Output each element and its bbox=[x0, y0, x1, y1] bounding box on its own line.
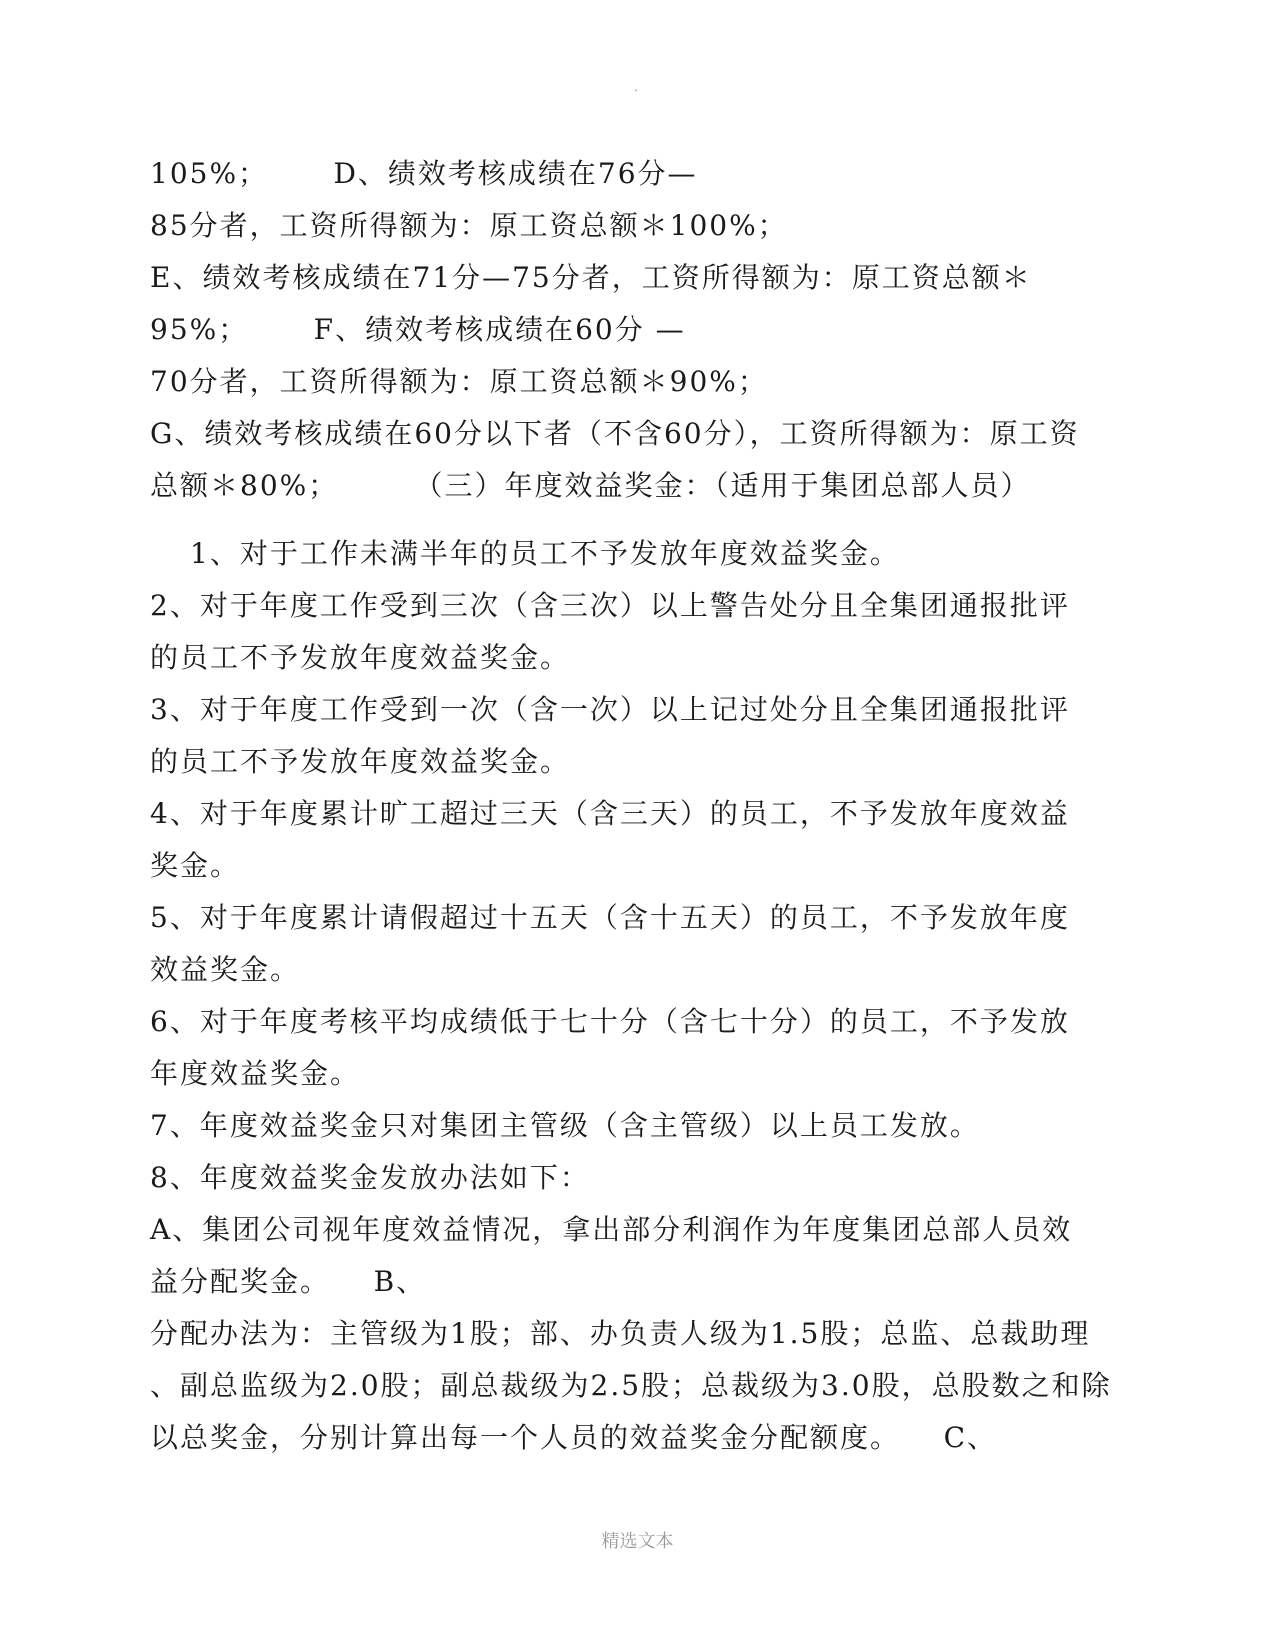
text-line: 年度效益奖金。 bbox=[150, 1057, 361, 1090]
document-body bbox=[150, 148, 1110, 1464]
text-line: 4、对于年度累计旷工超过三天（含三天）的员工，不予发放年度效益 bbox=[150, 797, 1070, 830]
text-line: 5、对于年度累计请假超过十五天（含十五天）的员工，不予发放年度 bbox=[150, 901, 1070, 934]
text-line: 70分者，工资所得额为：原工资总额＊90%； bbox=[150, 365, 768, 398]
text-line: 益分配奖金。 B、 bbox=[150, 1265, 427, 1298]
text-line: 8、年度效益奖金发放办法如下： bbox=[150, 1161, 590, 1194]
text-line: 、副总监级为2.0股；副总裁级为2.5股；总裁级为3.0股，总股数之和除 bbox=[150, 1369, 1112, 1402]
header-mark: . bbox=[634, 80, 638, 94]
text-line: 6、对于年度考核平均成绩低于七十分（含七十分）的员工，不予发放 bbox=[150, 1005, 1070, 1038]
text-line: A、集团公司视年度效益情况，拿出部分利润作为年度集团总部人员效 bbox=[150, 1213, 1073, 1246]
text-line: 85分者，工资所得额为：原工资总额＊100%； bbox=[150, 209, 788, 242]
text-line: 分配办法为：主管级为1股；部、办负责人级为1.5股；总监、总裁助理 bbox=[150, 1317, 1091, 1350]
text-line: 效益奖金。 bbox=[150, 953, 301, 986]
text-line: 7、年度效益奖金只对集团主管级（含主管级）以上员工发放。 bbox=[150, 1109, 980, 1142]
text-line: 的员工不予发放年度效益奖金。 bbox=[150, 745, 571, 778]
text-line: 奖金。 bbox=[150, 849, 241, 882]
text-line: 2、对于年度工作受到三次（含三次）以上警告处分且全集团通报批评 bbox=[150, 589, 1070, 622]
text-line: 95%； F、绩效考核成绩在60分 — bbox=[150, 313, 686, 346]
text-line: 总额＊80%； （三）年度效益奖金：（适用于集团总部人员） bbox=[150, 469, 1031, 502]
text-line: 105%； D、绩效考核成绩在76分— bbox=[150, 157, 698, 190]
footer-text: 精选文本 bbox=[601, 1531, 674, 1552]
text-line: 3、对于年度工作受到一次（含一次）以上记过处分且全集团通报批评 bbox=[150, 693, 1070, 726]
text-line: G、绩效考核成绩在60分以下者（不含60分），工资所得额为：原工资 bbox=[150, 417, 1080, 450]
text-line: 的员工不予发放年度效益奖金。 bbox=[150, 641, 571, 674]
text-line: E、绩效考核成绩在71分—75分者，工资所得额为：原工资总额＊ bbox=[150, 261, 1032, 294]
text-line: 以总奖金，分别计算出每一个人员的效益奖金分配额度。 C、 bbox=[150, 1421, 998, 1454]
text-line: 1、对于工作未满半年的员工不予发放年度效益奖金。 bbox=[190, 537, 900, 570]
